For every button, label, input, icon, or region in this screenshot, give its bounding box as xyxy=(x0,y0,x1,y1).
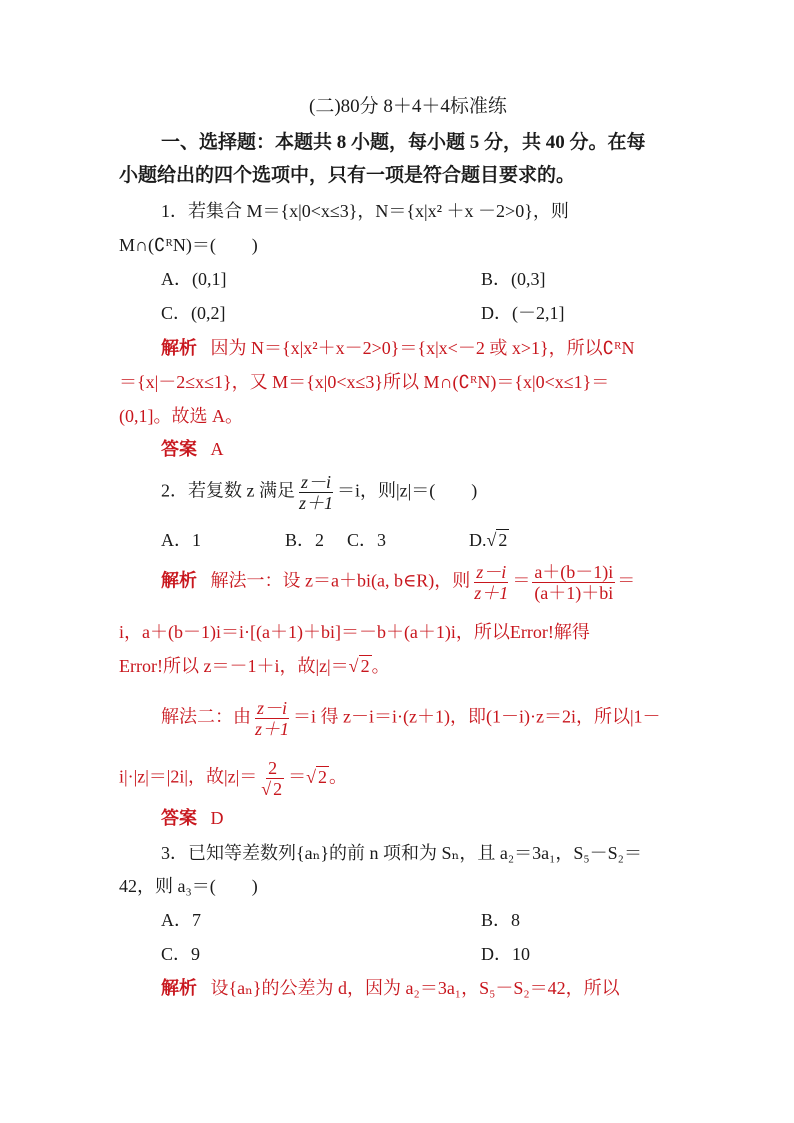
q2-m2-f-den: z＋1 xyxy=(255,719,290,739)
q2-stem-fraction xyxy=(297,472,335,513)
q1-solution-text1: 因为 N＝{x|x²＋x－2>0}＝{x|x<－2 或 x>1}，所以∁ᴿN xyxy=(210,338,635,358)
part-heading-line1: 一、选择题：本题共 8 小题，每小题 5 分，共 40 分。在每 xyxy=(161,132,646,153)
q2-m2-fraction xyxy=(253,698,291,739)
q2-m2-l2-radicand: 2 xyxy=(317,766,327,787)
q2-m1-f1-num: z－i xyxy=(476,562,507,582)
q2-m2-fraction2 xyxy=(259,758,286,799)
q1-option-a: A．(0,1] xyxy=(161,269,227,289)
answer-label: 答案 xyxy=(161,808,197,828)
q3-solution-text1: 设{aₙ}的公差为 d，因为 a₂＝3a₁，S₅－S₂＝42，所以 xyxy=(210,978,620,998)
sqrt-symbol: √ 2 xyxy=(306,766,327,787)
q2-frac-num: z－i xyxy=(301,472,332,492)
q2-m1-post: ＝ xyxy=(617,570,636,591)
q2-option-d xyxy=(469,528,509,552)
q2-method1-line3 xyxy=(119,654,390,678)
q2-m2-pre: 解法二：由 xyxy=(161,706,251,727)
sqrt-symbol: √ 2 xyxy=(486,530,508,550)
q2-stem xyxy=(161,472,477,513)
q2-m1-l3-post: 。 xyxy=(371,656,390,676)
q2-m2-f2-den-radicand: 2 xyxy=(273,779,283,799)
q2-answer-value: D xyxy=(210,808,224,828)
q2-m2-l2-post: 。 xyxy=(328,766,347,787)
q2-m1-l3-radicand: 2 xyxy=(360,656,370,676)
sqrt-symbol: √ 2 xyxy=(348,656,370,676)
solution-label: 解析 xyxy=(161,338,197,358)
q2-m2-l2-mid: ＝ xyxy=(288,766,307,787)
q2-answer xyxy=(161,806,224,830)
q1-answer xyxy=(161,437,224,461)
q2-m1-f1-den: z＋1 xyxy=(474,583,509,603)
q2-m2-post: ＝i 得 z－i＝i·(z＋1)，即(1－i)·z＝2i，所以|1－ xyxy=(293,706,661,727)
q1-solution-line2: ＝{x|－2≤x≤1}，又 M＝{x|0<x≤3}所以 M∩(∁ᴿN)＝{x|0<x≤1}＝ xyxy=(119,372,610,392)
q2-m1-eq: ＝ xyxy=(512,570,531,591)
q2-method1-line2: i，a＋(b－1)i＝i·[(a＋1)＋bi]＝－b＋(a＋1)i，所以Error!解得 xyxy=(119,622,590,642)
q1-option-d: D．(－2,1] xyxy=(481,303,565,323)
q2-option-a: A．1 xyxy=(161,530,201,550)
solution-label: 解析 xyxy=(161,570,197,591)
q3-stem-line2: 42，则 a₃＝( ) xyxy=(119,876,258,896)
q3-solution-line1 xyxy=(161,976,620,1000)
q2-option-c: C．3 xyxy=(347,530,387,550)
q2-method1-line1 xyxy=(161,562,635,603)
answer-label: 答案 xyxy=(161,439,197,459)
q2-stem-pre: 2．若复数 z 满足 xyxy=(161,480,295,501)
q1-answer-value: A xyxy=(210,439,224,459)
q2-method2-line1 xyxy=(161,698,661,739)
q1-stem-line2: M∩(∁ᴿN)＝( ) xyxy=(119,235,258,255)
q1-solution-line3: (0,1]。故选 A。 xyxy=(119,406,243,426)
q2-m1-fraction2 xyxy=(532,562,615,603)
q1-option-b: B．(0,3] xyxy=(481,269,546,289)
q2-frac-den: z＋1 xyxy=(299,493,334,513)
sqrt-symbol: √ 2 xyxy=(261,779,283,799)
q3-stem-line1: 3．已知等差数列{aₙ}的前 n 项和为 Sₙ，且 a₂＝3a₁，S₅－S₂＝ xyxy=(161,843,642,863)
q2-option-b: B．2 xyxy=(285,530,325,550)
q2-m1-f2-num: a＋(b－1)i xyxy=(534,562,614,582)
q1-option-c: C．(0,2] xyxy=(161,303,226,323)
q2-m1-f2-den: (a＋1)＋bi xyxy=(534,583,614,603)
q2-m2-f2-num: 2 xyxy=(268,758,278,778)
q2-m1-fraction1 xyxy=(472,562,510,603)
q2-m2-f2-den xyxy=(259,779,286,799)
q3-option-b: B．8 xyxy=(481,910,521,930)
q3-option-a: A．7 xyxy=(161,910,201,930)
q3-option-c: C．9 xyxy=(161,944,201,964)
q1-solution-line1 xyxy=(161,336,634,360)
q2-m2-l2-pre: i|·|z|＝|2i|，故|z|＝ xyxy=(119,766,258,787)
solution-label: 解析 xyxy=(161,978,197,998)
section-title: (二)80分 8＋4＋4标准练 xyxy=(309,96,507,117)
q2-m1-pre: 解法一：设 z＝a＋bi(a, b∈R)，则 xyxy=(210,570,471,591)
q2-method2-line2 xyxy=(119,758,347,799)
q2-m1-l3-pre: Error!所以 z＝－1＋i，故|z|＝ xyxy=(119,656,349,676)
q2-m2-f-num: z－i xyxy=(257,698,288,718)
q3-option-d: D．10 xyxy=(481,944,530,964)
q1-stem-line1: 1．若集合 M＝{x|0<x≤3}，N＝{x|x² ＋x －2>0}，则 xyxy=(161,201,569,221)
q2-option-d-radicand: 2 xyxy=(498,530,508,550)
q2-option-d-label: D. xyxy=(469,530,487,550)
part-heading-line2: 小题给出的四个选项中，只有一项是符合题目要求的。 xyxy=(119,165,576,186)
q2-stem-post: ＝i，则|z|＝( ) xyxy=(337,480,478,501)
